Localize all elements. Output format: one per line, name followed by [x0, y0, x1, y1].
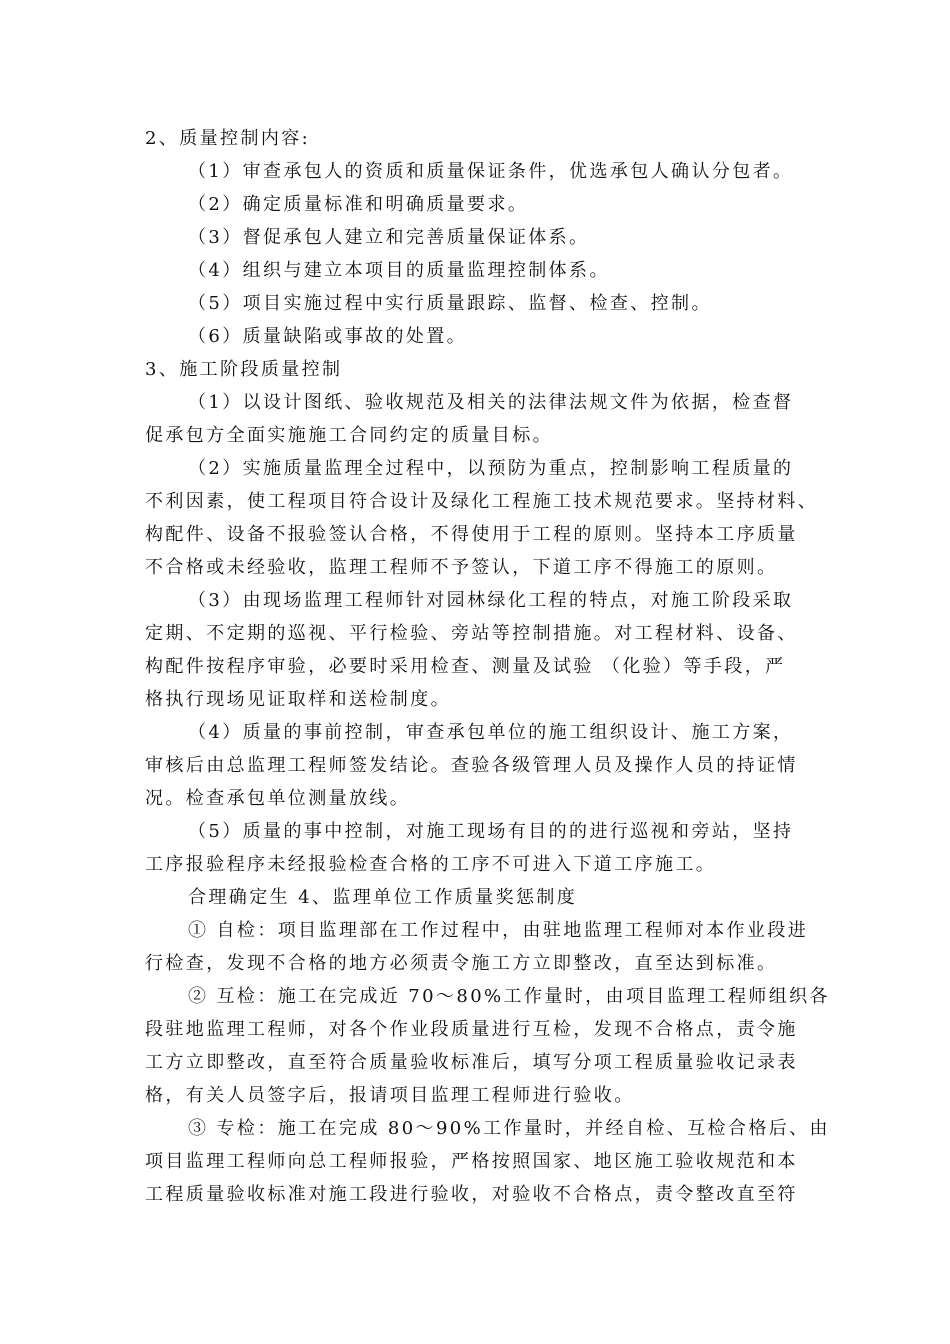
section-3-paragraph-5-line: （5）质量的事中控制，对施工现场有目的的进行巡视和旁站，坚持: [188, 821, 794, 842]
section-4-paragraph-2-line: 格，有关人员签字后，报请项目监理工程师进行验收。: [145, 1085, 635, 1106]
section-2-item: （5）项目实施过程中实行质量跟踪、监督、检查、控制。: [188, 293, 712, 314]
section-4-paragraph-3-line: 项目监理工程师向总工程师报验，严格按照国家、地区施工验收规范和本: [145, 1151, 798, 1172]
section-2-item: （1）审查承包人的资质和质量保证条件，优选承包人确认分包者。: [188, 161, 794, 182]
section-2-item: （3）督促承包人建立和完善质量保证体系。: [188, 227, 590, 248]
section-3-paragraph-3-line: （3）由现场监理工程师针对园林绿化工程的特点，对施工阶段采取: [188, 590, 794, 611]
section-4-paragraph-2-line: 段驻地监理工程师，对各个作业段质量进行互检，发现不合格点，责令施: [145, 1019, 798, 1040]
section-2-item: （6）质量缺陷或事故的处置。: [188, 326, 468, 347]
section-4-paragraph-1-line: 行检查，发现不合格的地方必须责令施工方立即整改，直至达到标准。: [145, 953, 778, 974]
section-3-paragraph-4-line: 况。检查承包单位测量放线。: [145, 788, 411, 809]
section-3-paragraph-2-line: （2）实施质量监理全过程中，以预防为重点，控制影响工程质量的: [188, 458, 794, 479]
section-4-paragraph-1-line: ① 自检：项目监理部在工作过程中，由驻地监理工程师对本作业段进: [188, 920, 809, 941]
section-4-paragraph-3-line: ③ 专检：施工在完成 80～90%工作量时，并经自检、互检合格后、由: [188, 1118, 830, 1139]
section-3-paragraph-2-line: 不利因素，使工程项目符合设计及绿化工程施工技术规范要求。坚持材料、: [145, 491, 819, 512]
section-3-paragraph-2-line: 不合格或未经验收，监理工程师不予签认，下道工序不得施工的原则。: [145, 557, 778, 578]
section-2-item: （4）组织与建立本项目的质量监理控制体系。: [188, 260, 610, 281]
section-3-heading: 3、施工阶段质量控制: [145, 359, 343, 380]
section-3-paragraph-1-line: 促承包方全面实施施工合同约定的质量目标。: [145, 425, 553, 446]
section-3-paragraph-4-line: （4）质量的事前控制，审查承包单位的施工组织设计、施工方案，: [188, 722, 794, 743]
section-2-heading: 2、质量控制内容:: [145, 128, 311, 149]
section-2-item: （2）确定质量标准和明确质量要求。: [188, 194, 529, 215]
section-4-paragraph-2-line: 工方立即整改，直至符合质量验收标准后，填写分项工程质量验收记录表: [145, 1052, 798, 1073]
section-3-paragraph-4-line: 审核后由总监理工程师签发结论。查验各级管理人员及操作人员的持证情: [145, 755, 798, 776]
section-3-paragraph-5-line: 工序报验程序未经报验检查合格的工序不可进入下道工序施工。: [145, 854, 717, 875]
section-4-paragraph-3-line: 工程质量验收标准对施工段进行验收，对验收不合格点，责令整改直至符: [145, 1184, 798, 1205]
section-4-paragraph-2-line: ② 互检：施工在完成近 70～80%工作量时，由项目监理工程师组织各: [188, 986, 830, 1007]
section-3-paragraph-1-line: （1）以设计图纸、验收规范及相关的法律法规文件为依据，检查督: [188, 392, 794, 413]
section-3-paragraph-3-line: 格执行现场见证取样和送检制度。: [145, 689, 451, 710]
section-3-paragraph-2-line: 构配件、设备不报验签认合格，不得使用于工程的原则。坚持本工序质量: [145, 524, 798, 545]
section-3-paragraph-3-line: 定期、不定期的巡视、平行检验、旁站等控制措施。对工程材料、设备、: [145, 623, 798, 644]
section-3-paragraph-3-line: 构配件按程序审验，必要时采用检查、测量及试验 （化验）等手段，严: [145, 656, 786, 677]
section-4-heading: 合理确定生 4、监理单位工作质量奖惩制度: [188, 887, 578, 908]
